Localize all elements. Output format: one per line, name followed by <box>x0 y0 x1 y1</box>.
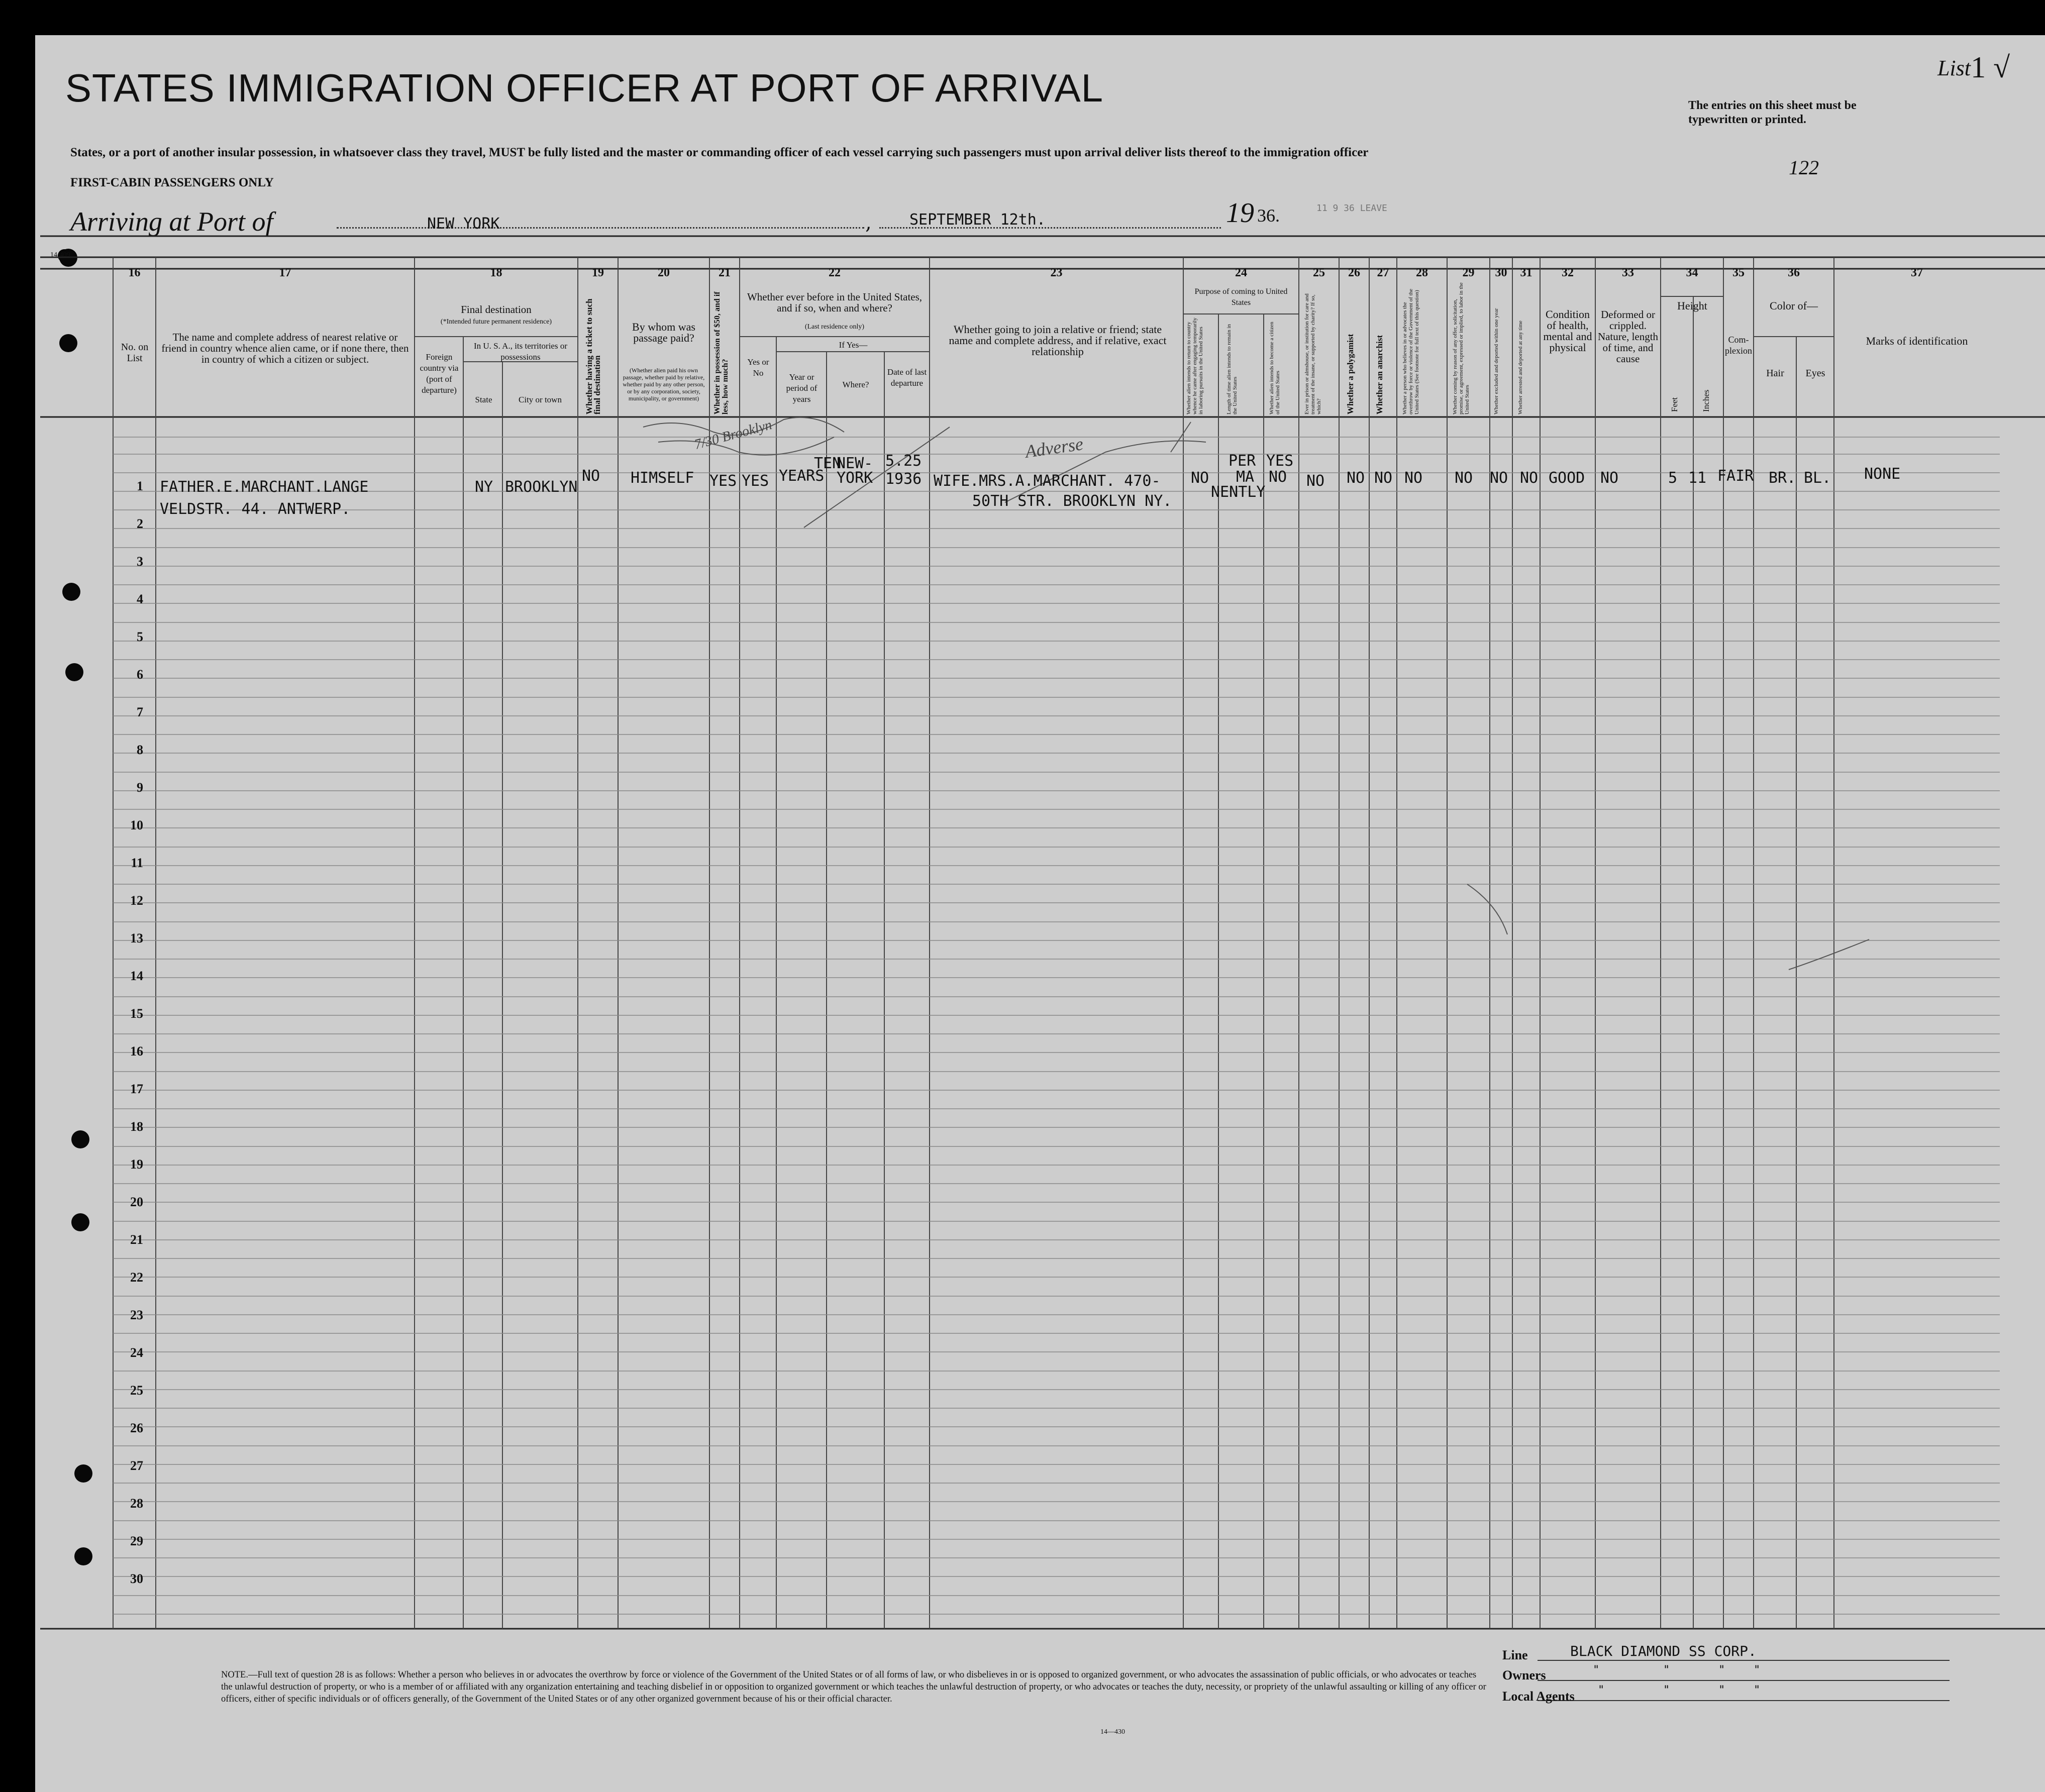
agents-ditto: " <box>1754 1684 1761 1697</box>
col-num-17: 17 <box>279 266 291 279</box>
eyes-value: BL. <box>1804 469 1831 487</box>
owners-ditto: " <box>1718 1664 1725 1676</box>
header-question-30: Whether excluded and deported within one year <box>1493 308 1499 414</box>
header-year: Year or period of years <box>786 372 817 404</box>
header-purpose: Purpose of coming to United States <box>1194 287 1288 307</box>
row-number: 24 <box>130 1345 143 1360</box>
row-number: 10 <box>130 818 143 832</box>
list-label: List <box>1937 56 1971 80</box>
col-num-18: 18 <box>490 266 502 279</box>
comma: , <box>865 211 872 234</box>
health-value: GOOD <box>1549 469 1585 487</box>
row-number: 2 <box>137 516 143 531</box>
q30-value: NO <box>1490 469 1508 487</box>
q28-value: NO <box>1404 469 1423 487</box>
header-foreign-country: Foreign country via (port of departure) <box>420 352 459 395</box>
row-number: 16 <box>130 1044 143 1059</box>
years-line2: YEARS <box>779 467 825 485</box>
header-final-destination-sub: (*Intended future permanent residence) <box>440 318 552 326</box>
header-return-intent: Whether alien intends to return to country whence he came after engaging temporarily in laboring pursuits in the United States <box>1186 318 1204 414</box>
col-num-31: 31 <box>1520 266 1532 279</box>
local-agents-label: Local Agents <box>1502 1689 1575 1704</box>
agents-ditto: " <box>1718 1684 1725 1697</box>
col-num-33: 33 <box>1622 266 1634 279</box>
header-length-stay: Length of time alien intends to remain in the United States <box>1226 324 1238 414</box>
deformed-value: NO <box>1600 469 1619 487</box>
header-citizen-intent: Whether alien intends to become a citizen of the United States <box>1269 322 1281 414</box>
header-deformed: Deformed or crippled. Nature, length of time, and cause <box>1597 308 1659 365</box>
departure-line1: 5.25 <box>885 452 922 470</box>
col-num-36: 36 <box>1788 266 1800 279</box>
header-complexion: Com- plexion <box>1725 335 1752 356</box>
form-code-top: 14-409 <box>50 251 70 259</box>
row-number: 12 <box>130 893 143 908</box>
length-line2: MA <box>1236 468 1255 486</box>
before-us-value: YES <box>742 472 769 490</box>
agents-ditto: " <box>1663 1684 1670 1697</box>
header-last-departure: Date of last departure <box>887 367 927 388</box>
row-number: 17 <box>130 1082 143 1096</box>
header-hair: Hair <box>1766 368 1784 379</box>
col-num-37: 37 <box>1911 266 1923 279</box>
row-number: 28 <box>130 1496 143 1511</box>
col-num-22: 22 <box>829 266 841 279</box>
joining-line2: 50TH STR. BROOKLYN NY. <box>972 492 1172 510</box>
col-num-26: 26 <box>1348 266 1360 279</box>
agents-ditto: " <box>1598 1684 1605 1697</box>
row-number: 14 <box>130 969 143 983</box>
owners-ditto: " <box>1593 1664 1600 1676</box>
header-color-of: Color of— <box>1770 299 1818 312</box>
col-num-20: 20 <box>658 266 670 279</box>
col-num-16: 16 <box>128 266 141 279</box>
header-if-yes: If Yes— <box>839 340 868 350</box>
return-intent-value: NO <box>1191 469 1209 487</box>
hair-value: BR. <box>1769 469 1796 487</box>
citizen-line1: YES <box>1266 452 1294 470</box>
col-num-35: 35 <box>1732 266 1745 279</box>
row-number: 29 <box>130 1534 143 1548</box>
row-number: 13 <box>130 931 143 945</box>
row-number: 20 <box>130 1195 143 1209</box>
port-value: NEW YORK <box>427 215 500 233</box>
footnote-question-28: NOTE.—Full text of question 28 is as follows: Whether a person who believes in or advocates the overthrow by force or violence of the Government of the United States or of all forms of law, or who disbelieves in or is opposed to organized government, or who advocates the assassination of public officials, or who advocates or teaches the unlawful destruction of property, or who is a member of or affiliated with any organization entertaining and teaching disbelief in or opposition to organized government or which teaches the unlawful destruction of property, or who advocates or teaches the duty, necessity, or propriety of the unlawful assaulting or killing of any officer or officers, either of specific individuals or of officers generally, of the Government of the United States or of any other organized government because of his or their official character. <box>221 1670 1486 1704</box>
line-value: BLACK DIAMOND SS CORP. <box>1570 1643 1757 1659</box>
relative-address-line2: VELDSTR. 44. ANTWERP. <box>160 500 351 518</box>
money-value: YES <box>709 472 737 490</box>
row-number: 30 <box>130 1571 143 1586</box>
col-num-32: 32 <box>1562 266 1574 279</box>
sheet-number: 122 <box>1789 156 1819 179</box>
ticket-value: NO <box>582 467 600 485</box>
col-num-27: 27 <box>1377 266 1389 279</box>
row-number: 15 <box>130 1006 143 1021</box>
col-num-28: 28 <box>1416 266 1428 279</box>
row-number: 3 <box>137 554 143 569</box>
intro-text: States, or a port of another insular possession, in whatsoever class they travel, MUST be fully listed and the master or commanding officer of each vessel carrying such passengers must upon arrival deliver lists thereof to the immigration officer <box>70 146 1369 159</box>
height-feet: 5 <box>1668 469 1678 487</box>
header-state: State <box>475 395 492 404</box>
header-feet: Feet <box>1670 397 1679 412</box>
page-title: STATES IMMIGRATION OFFICER AT PORT OF ARRIVAL <box>65 66 1104 110</box>
q31-value: NO <box>1520 469 1539 487</box>
polygamist-value: NO <box>1347 469 1365 487</box>
header-before-us: Whether ever before in the United States, and if so, when and where? <box>747 291 923 314</box>
destination-state: NY <box>475 478 493 496</box>
col-num-25: 25 <box>1313 266 1325 279</box>
handwritten-note: Adverse <box>1024 434 1085 462</box>
header-joining: Whether going to join a relative or friend; state name and complete address, and if relative, exact relationship <box>949 323 1167 358</box>
date-value: SEPTEMBER 12th. <box>909 211 1046 229</box>
row-number: 8 <box>137 743 143 757</box>
citizen-line2: NO <box>1269 468 1287 486</box>
header-city: City or town <box>519 395 562 404</box>
header-relative: The name and complete address of nearest relative or friend in country whence alien came, or if none there, then in country of which a citizen or subject. <box>161 331 409 365</box>
header-where: Where? <box>842 380 869 389</box>
col-num-21: 21 <box>719 266 731 279</box>
form-code-bottom: 14—430 <box>1100 1728 1125 1736</box>
owners-ditto: " <box>1754 1664 1761 1676</box>
col-num-30: 30 <box>1495 266 1507 279</box>
row-number: 1 <box>137 479 143 493</box>
anarchist-value: NO <box>1374 469 1393 487</box>
header-final-destination: Final destination <box>461 303 532 315</box>
destination-city: BROOKLYN <box>505 478 578 496</box>
arriving-label: Arriving at Port of <box>70 206 273 237</box>
passage-paid-by: HIMSELF <box>631 469 694 487</box>
header-prison: Ever in prison or almshouse, or institution for care and treatment of the insane, or supported by charity? If so, which? <box>1304 293 1322 414</box>
row-number: 9 <box>137 780 143 795</box>
row-number: 6 <box>137 667 143 682</box>
departure-line2: 1936 <box>885 470 922 488</box>
row-number: 27 <box>130 1458 143 1473</box>
col-num-24: 24 <box>1235 266 1247 279</box>
length-line1: PER <box>1229 452 1256 470</box>
header-passage-paid: By whom was passage paid? <box>632 321 695 344</box>
row-number: 26 <box>130 1421 143 1435</box>
typewritten-notice: The entries on this sheet must be typewritten or printed. <box>1688 99 1857 126</box>
header-no-on-list: No. on List <box>121 342 149 364</box>
header-eyes: Eyes <box>1805 368 1825 379</box>
col-num-29: 29 <box>1462 266 1475 279</box>
year-suffix: 36. <box>1257 205 1280 226</box>
marks-value: NONE <box>1864 465 1901 483</box>
years-line1: TEN <box>814 455 842 472</box>
header-marks: Marks of identification <box>1866 335 1968 347</box>
handwritten-scrawl: 7/30 Brooklyn <box>692 417 774 453</box>
owners-label: Owners <box>1502 1668 1546 1682</box>
q29-value: NO <box>1455 469 1473 487</box>
col-num-19: 19 <box>592 266 604 279</box>
joining-line1: WIFE.MRS.A.MARCHANT. 470- <box>934 472 1161 490</box>
header-inches: Inches <box>1701 389 1711 412</box>
class-line: FIRST-CABIN PASSENGERS ONLY <box>70 176 274 189</box>
row-number: 22 <box>130 1270 143 1285</box>
length-line3: NENTLY <box>1211 483 1266 501</box>
col-num-23: 23 <box>1050 266 1063 279</box>
list-mark: 1 √ <box>1971 51 2010 84</box>
header-in-usa: In U. S. A., its territories or possessions <box>473 341 568 362</box>
header-question-28: Whether a person who believes in or advocates the overthrow by force or violence of the Government of the United States (See footnote for full text of this question) <box>1402 288 1420 414</box>
header-polygamist: Whether a polygamist <box>1346 334 1355 414</box>
stamp-text: 11 9 36 LEAVE <box>1316 203 1387 214</box>
header-ticket: Whether having a ticket to such final destination <box>584 298 602 414</box>
row-number: 18 <box>130 1119 143 1134</box>
height-inches: 11 <box>1688 469 1707 487</box>
header-passage-paid-sub: (Whether alien paid his own passage, whether paid by relative, whether paid by any other person, or by any corporation, society, municipality, or government) <box>623 367 705 402</box>
row-number: 23 <box>130 1308 143 1322</box>
header-health: Condition of health, mental and physical <box>1543 308 1592 354</box>
row-number: 11 <box>131 856 143 870</box>
header-question-31: Whether arrested and deported at any time <box>1517 321 1523 414</box>
owners-ditto: " <box>1663 1664 1670 1676</box>
header-money: Whether in possession of $50, and if less, how much? <box>713 291 730 414</box>
header-question-29: Whether coming by reason of any offer, solicitation, promise, or agreement, expressed or implied, to labor in the United States <box>1452 282 1470 414</box>
row-number: 21 <box>130 1232 143 1247</box>
row-number: 19 <box>130 1157 143 1172</box>
header-yes-no: Yes or No <box>747 357 769 378</box>
row-number: 5 <box>137 629 143 644</box>
where-line2: YORK <box>837 469 873 487</box>
row-number: 4 <box>137 592 143 606</box>
header-anarchist: Whether an anarchist <box>1375 335 1384 414</box>
line-label: Line <box>1502 1648 1528 1662</box>
header-height: Height <box>1677 299 1707 312</box>
relative-address-line1: FATHER.E.MARCHANT.LANGE <box>160 478 369 496</box>
complexion-value: FAIR <box>1717 467 1754 485</box>
year-prefix: 19 <box>1226 197 1254 229</box>
where-line1: NEW- <box>837 455 873 472</box>
row-number: 25 <box>130 1383 143 1398</box>
row-number: 7 <box>137 705 143 719</box>
header-before-us-sub: (Last residence only) <box>804 323 865 331</box>
col-num-34: 34 <box>1686 266 1698 279</box>
prison-value: NO <box>1306 472 1325 490</box>
